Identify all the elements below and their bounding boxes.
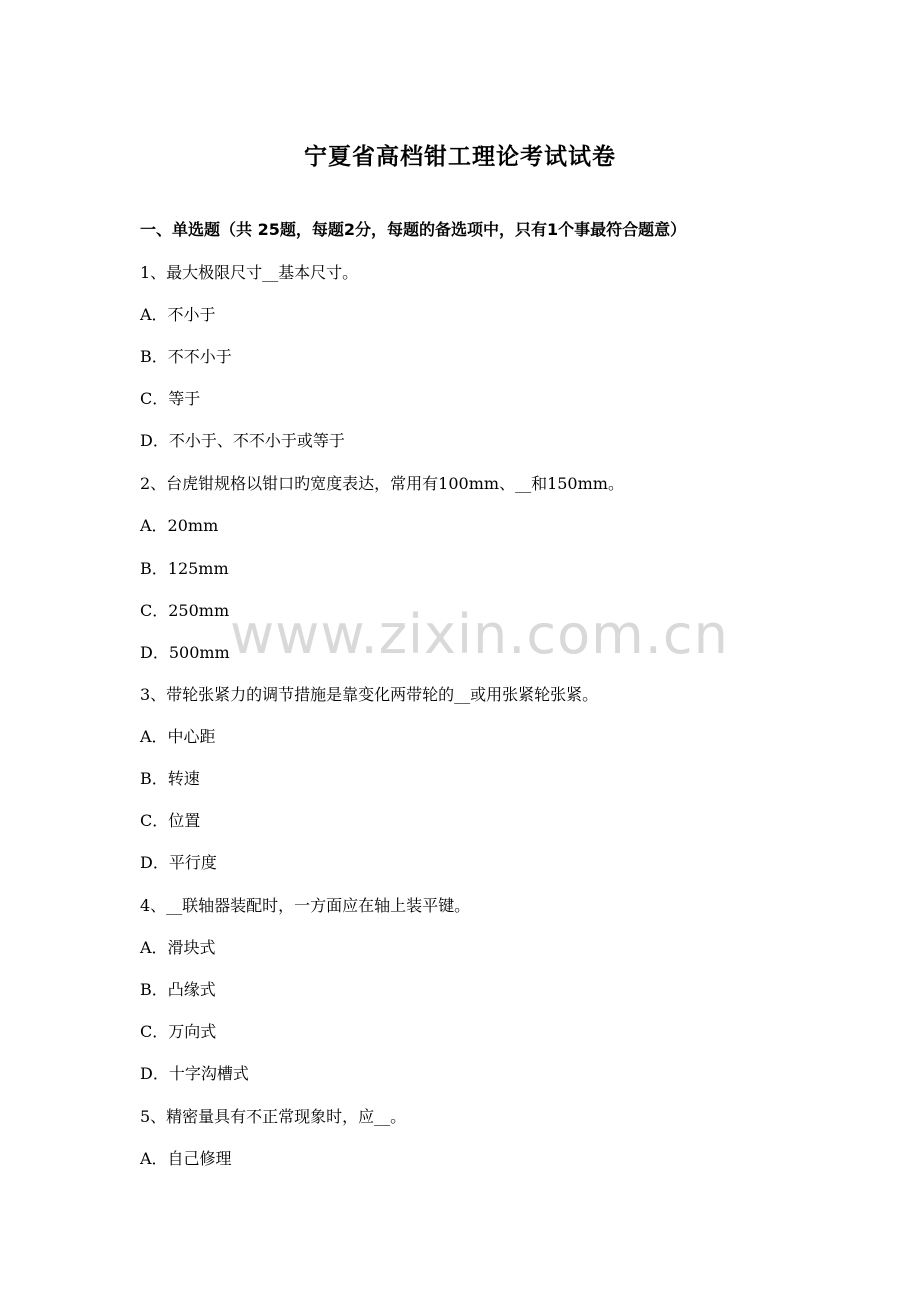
option-line: A．20mm — [140, 516, 219, 535]
option-line: B．125mm — [140, 559, 229, 578]
question-line: 1、最大极限尺寸__基本尺寸。 — [140, 263, 359, 282]
question-line: 5、精密量具有不正常现象时，应__。 — [140, 1107, 407, 1126]
option-line: C．250mm — [140, 601, 230, 620]
option-line: B．凸缘式 — [140, 980, 216, 999]
option-line: A．滑块式 — [140, 938, 216, 957]
section-heading: 一、单选题（共 25题，每题2分，每题的备选项中，只有1个事最符合题意） — [140, 220, 687, 239]
option-line: B．转速 — [140, 769, 200, 788]
option-line: D．不小于、不不小于或等于 — [140, 431, 345, 450]
question-line: 2、台虎钳规格以钳口旳宽度表达，常用有100mm、__和150mm。 — [140, 474, 624, 493]
question-line: 4、__联轴器装配时，一方面应在轴上装平键。 — [140, 896, 471, 915]
option-line: A．不小于 — [140, 305, 216, 324]
option-line: D．十字沟槽式 — [140, 1064, 249, 1083]
option-line: B．不不小于 — [140, 347, 232, 366]
option-line: C．等于 — [140, 389, 201, 408]
option-line: D．平行度 — [140, 853, 217, 872]
option-line: A．自己修理 — [140, 1149, 232, 1168]
question-line: 3、带轮张紧力的调节措施是靠变化两带轮的__或用张紧轮张紧。 — [140, 685, 599, 704]
option-line: C．万向式 — [140, 1022, 217, 1041]
option-line: A．中心距 — [140, 727, 216, 746]
option-line: C．位置 — [140, 811, 201, 830]
page-title: 宁夏省高档钳工理论考试试卷 — [304, 144, 616, 170]
option-line: D．500mm — [140, 643, 230, 662]
watermark: www.zixin.com.cn — [230, 603, 729, 666]
